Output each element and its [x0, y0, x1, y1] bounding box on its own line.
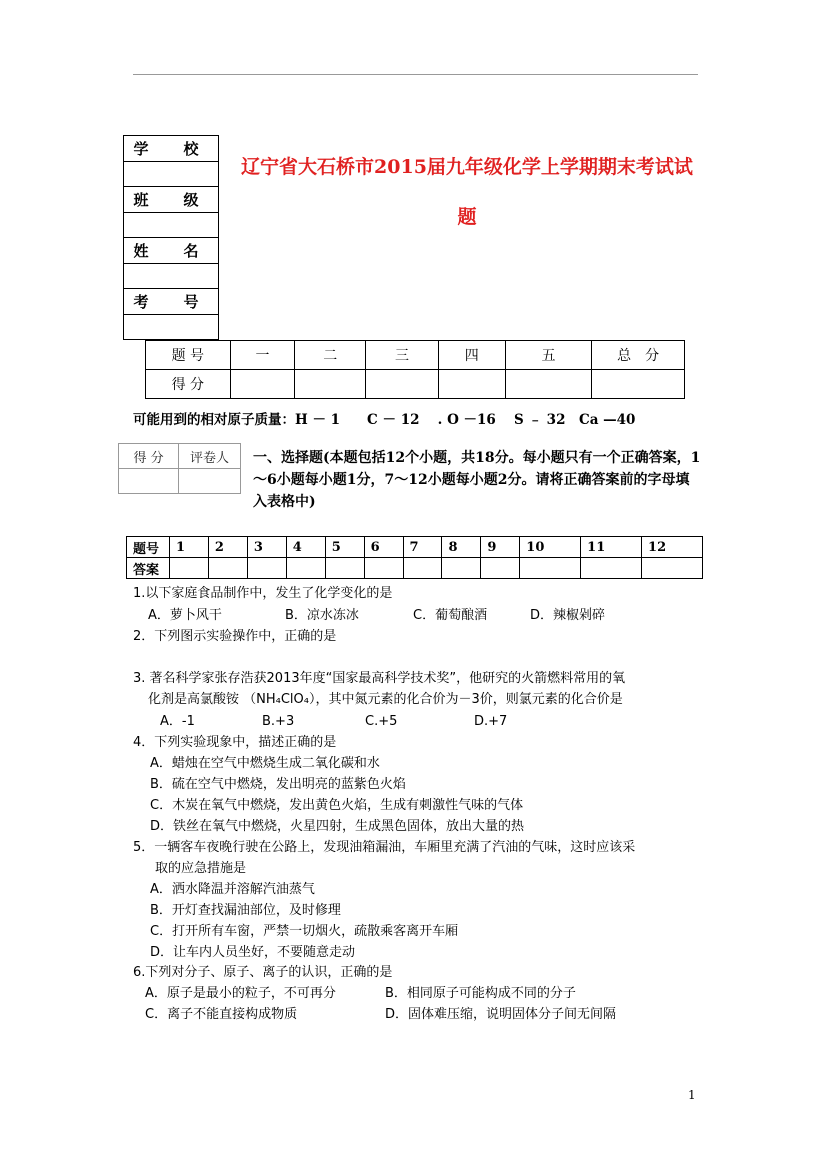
- q6-option-b: B．相同原子可能构成不同的分子: [385, 986, 576, 1001]
- info-school-field[interactable]: [124, 161, 219, 187]
- exam-title: 辽宁省大石桥市2015届九年级化学上学期期末考试试 题: [241, 156, 693, 228]
- score-header: 三: [366, 341, 439, 370]
- info-id-label: 考 号: [124, 289, 219, 315]
- question-6: 6.下列对分子、原子、离子的认识，正确的是: [133, 965, 393, 980]
- q4-option-c: C．木炭在氧气中燃烧，发出黄色火焰，生成有刺激性气味的气体: [150, 798, 524, 813]
- score-table: [145, 340, 685, 399]
- score-cell[interactable]: [295, 370, 366, 399]
- answer-cell[interactable]: [286, 558, 325, 579]
- grader-score-field[interactable]: [119, 469, 179, 494]
- q1-option-c: C．葡萄酿酒: [413, 608, 488, 623]
- answer-cell[interactable]: [170, 558, 209, 579]
- answer-number: 7: [403, 537, 442, 558]
- answer-cell[interactable]: [481, 558, 520, 579]
- answer-number: 1: [170, 537, 209, 558]
- question-1: 1.以下家庭食品制作中，发生了化学变化的是: [133, 586, 393, 601]
- header-rule: [133, 74, 698, 75]
- score-row-label: 得 分: [146, 370, 231, 399]
- answer-cell[interactable]: [520, 558, 581, 579]
- q6-option-d: D．固体难压缩，说明固体分子间无间隔: [385, 1007, 617, 1022]
- answer-number: 5: [325, 537, 364, 558]
- q4-option-b: B．硫在空气中燃烧，发出明亮的蓝紫色火焰: [150, 777, 406, 792]
- q5-option-b: B．开灯查找漏油部位，及时修理: [150, 903, 341, 918]
- q4-option-a: A．蜡烛在空气中燃烧生成二氧化碳和水: [150, 756, 380, 771]
- q3-option-a: A．-1: [160, 714, 195, 729]
- q1-option-a: A．萝卜风干: [148, 608, 222, 623]
- score-cell[interactable]: [505, 370, 592, 399]
- score-header: 题 号: [146, 341, 231, 370]
- answer-cell[interactable]: [442, 558, 481, 579]
- q4-option-d: D．铁丝在氧气中燃烧，火星四射，生成黑色固体，放出大量的热: [150, 819, 525, 834]
- score-header: 四: [438, 341, 505, 370]
- grader-name-field[interactable]: [179, 469, 241, 494]
- score-header: 总 分: [592, 341, 685, 370]
- student-info-box: [123, 135, 219, 340]
- answer-table: [126, 536, 703, 579]
- q6-option-a: A．原子是最小的粒子，不可再分: [145, 986, 336, 1001]
- grader-score-label: 得 分: [119, 444, 179, 469]
- q3-option-c: C.+5: [365, 714, 398, 729]
- answer-cell[interactable]: [581, 558, 642, 579]
- answer-number: 10: [520, 537, 581, 558]
- answer-number: 4: [286, 537, 325, 558]
- score-cell[interactable]: [438, 370, 505, 399]
- answer-number: 12: [642, 537, 703, 558]
- answer-cell[interactable]: [325, 558, 364, 579]
- grader-box: [118, 443, 241, 494]
- answer-cell[interactable]: [403, 558, 442, 579]
- atomic-mass-line: 可能用到的相对原子质量：H － 1 C － 12 . O －16 S ﹣ 32 Ca —40: [133, 412, 636, 428]
- question-3-line1: 3. 著名科学家张存浩获2013年度“国家最高科学技术奖”，他研究的火箭燃料常用的氧: [133, 671, 626, 686]
- q6-option-c: C．离子不能直接构成物质: [145, 1007, 298, 1022]
- page-number: 1: [688, 1088, 696, 1102]
- q5-option-d: D．让车内人员坐好，不要随意走动: [150, 945, 356, 960]
- section-1-instructions: 一、选择题(本题包括12个小题，共18分。每小题只有一个正确答案，1～6小题每小题1分，7～12小题每小题2分。请将正确答案前的字母填入表格中): [253, 450, 701, 510]
- answer-number: 3: [247, 537, 286, 558]
- answer-cell[interactable]: [364, 558, 403, 579]
- answer-number: 6: [364, 537, 403, 558]
- question-4: 4．下列实验现象中，描述正确的是: [133, 735, 337, 750]
- question-2: 2．下列图示实验操作中，正确的是: [133, 629, 337, 644]
- question-3-line2: 化剂是高氯酸铵 （NH₄ClO₄），其中氮元素的化合价为－3价，则氯元素的化合价是: [148, 692, 623, 707]
- answer-number: 8: [442, 537, 481, 558]
- info-name-label: 姓 名: [124, 238, 219, 264]
- score-header: 一: [230, 341, 295, 370]
- answer-row-label: 答案: [127, 558, 170, 579]
- q1-option-d: D．辣椒剁碎: [530, 608, 606, 623]
- info-id-field[interactable]: [124, 314, 219, 340]
- answer-number: 11: [581, 537, 642, 558]
- score-header: 五: [505, 341, 592, 370]
- grader-name-label: 评卷人: [179, 444, 241, 469]
- info-class-label: 班 级: [124, 187, 219, 213]
- q5-option-a: A．洒水降温并溶解汽油蒸气: [150, 882, 315, 897]
- score-cell[interactable]: [366, 370, 439, 399]
- answer-row-label: 题号: [127, 537, 170, 558]
- question-5-line2: 取的应急措施是: [155, 861, 247, 876]
- answer-cell[interactable]: [247, 558, 286, 579]
- q3-option-d: D.+7: [474, 714, 508, 729]
- answer-number: 2: [208, 537, 247, 558]
- info-name-field[interactable]: [124, 263, 219, 289]
- question-5-line1: 5．一辆客车夜晚行驶在公路上，发现油箱漏油，车厢里充满了汽油的气味，这时应该采: [133, 840, 636, 855]
- q5-option-c: C．打开所有车窗，严禁一切烟火，疏散乘客离开车厢: [150, 924, 459, 939]
- score-cell[interactable]: [230, 370, 295, 399]
- answer-number: 9: [481, 537, 520, 558]
- q1-option-b: B．凉水冻冰: [285, 608, 359, 623]
- q3-option-b: B.+3: [262, 714, 295, 729]
- score-cell[interactable]: [592, 370, 685, 399]
- info-class-field[interactable]: [124, 212, 219, 238]
- info-school-label: 学 校: [124, 136, 219, 162]
- answer-cell[interactable]: [208, 558, 247, 579]
- score-header: 二: [295, 341, 366, 370]
- answer-cell[interactable]: [642, 558, 703, 579]
